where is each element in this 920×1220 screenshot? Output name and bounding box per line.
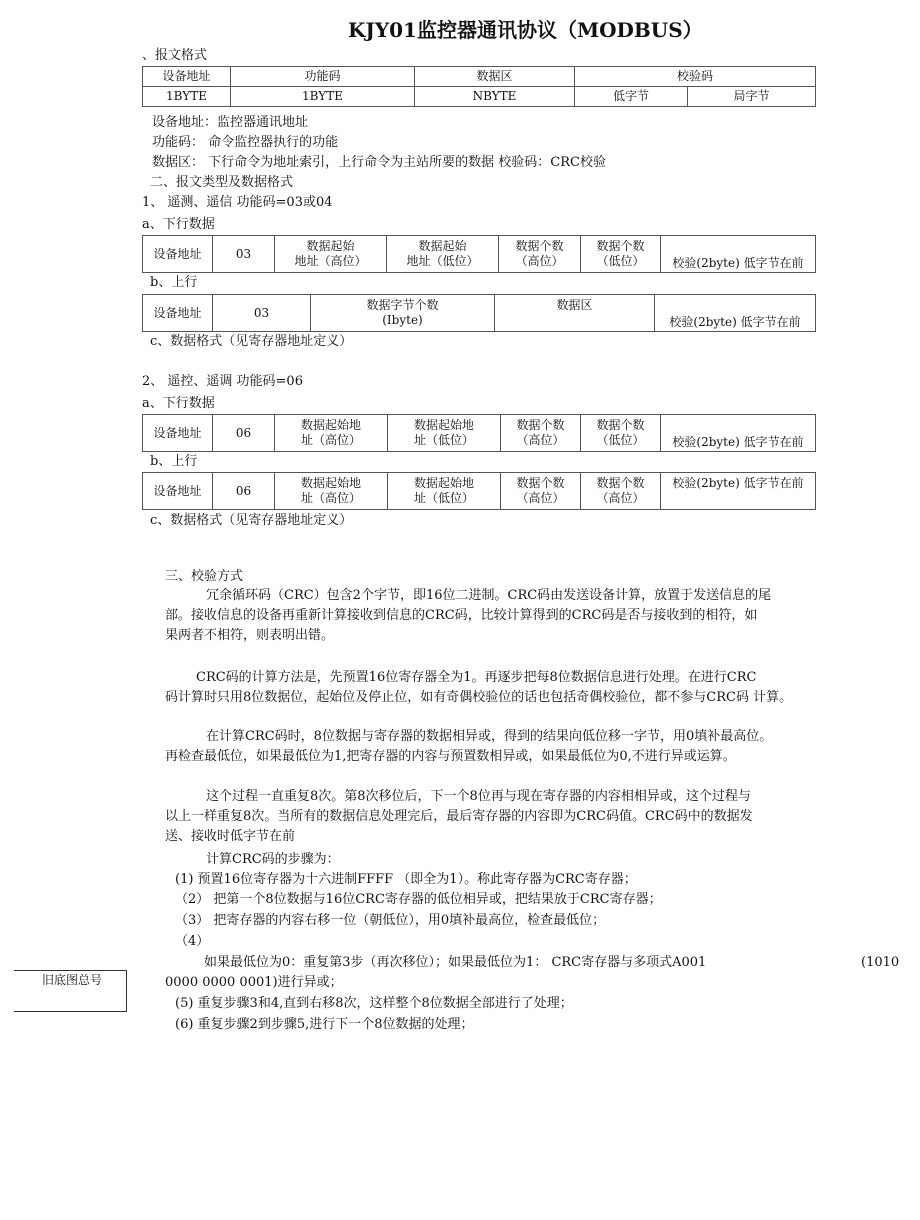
cell-count-high: 数据个数 （高位） [501,473,581,510]
header-data-area: 数据区 [415,67,575,87]
cell-crc: 校验(2byte) 低字节在前 [655,295,816,332]
cell-low-byte: 低字节 [575,87,688,107]
item1-uplink-label: b、上行 [150,275,198,290]
paragraph-2-line-2: 码计算时只用8位数据位，起始位及停止位，如有奇偶校验位的话也包括奇偶校验位，都不参与CRC码 计算。 [165,690,793,705]
item1-heading: 1、 遥测、遥信 功能码=03或04 [142,195,333,210]
cell-start-address-low: 数据起始地 址（低位） [388,473,501,510]
cell-count-high-2: 数据个数 （高位） [581,473,661,510]
header-function-code: 功能码 [231,67,415,87]
cell-start-address-low: 数据起始 地址（低位） [387,236,499,273]
cell-address-size: 1BYTE [143,87,231,107]
old-drawing-number-box [14,970,127,1012]
cell-start-address-low: 数据起始地 址（低位） [388,415,501,452]
cell-function-code: 03 [213,295,311,332]
cell-crc: 校验(2byte) 低字节在前 [661,473,816,510]
cell-device-address: 设备地址 [143,236,213,273]
paragraph-4-line-1: 这个过程一直重复8次。第8次移位后，下一个8位再与现在寄存器的内容相相异或，这个过程与 [206,789,751,804]
item2-downlink-table [142,414,816,452]
cell-count-low: 数据个数 （低位） [581,236,661,273]
desc-function-code: 功能码： 命令监控器执行的功能 [152,135,339,150]
section3-heading: 三、校验方式 [165,569,244,584]
header-checksum: 校验码 [575,67,816,87]
paragraph-4-line-3: 送、接收时低字节在前 [165,829,296,844]
step-3: （3） 把寄存器的内容右移一位（朝低位），用0填补最高位，检查最低位； [175,913,606,928]
cell-count-low: 数据个数 （低位） [581,415,661,452]
cell-function-code: 03 [213,236,275,273]
step-6: (6) 重复步骤2到步骤5,进行下一个8位数据的处理； [175,1017,474,1032]
cell-device-address: 设备地址 [143,473,213,510]
item2-uplink-label: b、上行 [150,454,198,469]
cell-crc: 校验(2byte) 低字节在前 [661,415,816,452]
step-2: （2） 把第一个8位数据与16位CRC寄存器的低位相异或，把结果放于CRC寄存器； [175,892,662,907]
header-device-address: 设备地址 [143,67,231,87]
section2-heading: 二、报文类型及数据格式 [150,175,294,190]
item1-uplink-table [142,294,816,332]
step-1: (1) 预置16位寄存器为十六进制FFFF （即全为1）。称此寄存器为CRC寄存器； [175,872,637,887]
cell-start-address-high: 数据起始地 址（高位） [275,473,388,510]
step-4-binary: (1010 [861,955,900,970]
step-4-continuation: 0000 0000 0001)进行异或； [165,975,343,990]
cell-data-size: NBYTE [415,87,575,107]
cell-device-address: 设备地址 [143,295,213,332]
paragraph-3-line-2: 再检查最低位，如果最低位为1,把寄存器的内容与预置数相异或，如果最低位为0,不进行异或运算。 [165,749,736,764]
cell-count-high: 数据个数 （高位） [499,236,581,273]
cell-function-code: 06 [213,473,275,510]
paragraph-2-line-1: CRC码的计算方法是，先预置16位寄存器全为1。再逐步把每8位数据信息进行处理。在进行CRC [196,670,757,685]
cell-byte-count: 数据字节个数 (Ibyte) [311,295,495,332]
paragraph-4-line-2: 以上一样重复8次。当所有的数据信息处理完后，最后寄存器的内容即为CRC码值。CRC码中的数据发 [165,809,753,824]
paragraph-1-line-3: 果两者不相符，则表明出错。 [165,628,335,643]
item1-downlink-label: a、下行数据 [142,217,215,232]
step-4-text: 如果最低位为0：重复第3步（再次移位）；如果最低位为1： CRC寄存器与多项式A001 [204,955,707,970]
step-4-number: （4） [175,934,210,949]
paragraph-3-line-1: 在计算CRC码时，8位数据与寄存器的数据相异或，得到的结果向低位移一字节，用0填补最高位。 [206,729,773,744]
step-5: (5) 重复步骤3和4,直到右移8次，这样整个8位数据全部进行了处理； [175,996,573,1011]
section1-heading: 、报文格式 [142,48,208,63]
item2-downlink-label: a、下行数据 [142,396,215,411]
item2-heading: 2、 遥控、遥调 功能码=06 [142,374,303,389]
item2-uplink-table [142,472,816,510]
cell-crc: 校验(2byte) 低字节在前 [661,236,816,273]
paragraph-1-line-1: 冗余循环码（CRC）包含2个字节，即16位二进制。CRC码由发送设备计算，放置于发送信息的尾 [206,588,772,603]
desc-device-address: 设备地址：监控器通讯地址 [152,115,309,130]
item2-data-format-note: c、数据格式（见寄存器地址定义） [150,513,353,528]
cell-data-area: 数据区 [495,295,655,332]
item1-data-format-note: c、数据格式（见寄存器地址定义） [150,334,353,349]
cell-function-size: 1BYTE [231,87,415,107]
cell-function-code: 06 [213,415,275,452]
steps-title: 计算CRC码的步骤为： [206,852,340,867]
cell-start-address-high: 数据起始地 址（高位） [275,415,388,452]
item1-downlink-table [142,235,816,273]
cell-device-address: 设备地址 [143,415,213,452]
cell-start-address-high: 数据起始 地址（高位） [275,236,387,273]
paragraph-1-line-2: 部。接收信息的设备再重新计算接收到信息的CRC码，比较计算得到的CRC码是否与接收到的相符，如 [165,608,758,623]
cell-count-high: 数据个数 （高位） [501,415,581,452]
cell-high-byte: 局字节 [688,87,816,107]
desc-data-area: 数据区： 下行命令为地址索引，上行命令为主站所要的数据 校验码：CRC校验 [152,155,606,170]
old-drawing-number-label: 旧底图总号 [42,973,103,987]
document-title: KJY01监控器通讯协议（MODBUS） [348,18,703,42]
frame-format-table [142,66,816,107]
